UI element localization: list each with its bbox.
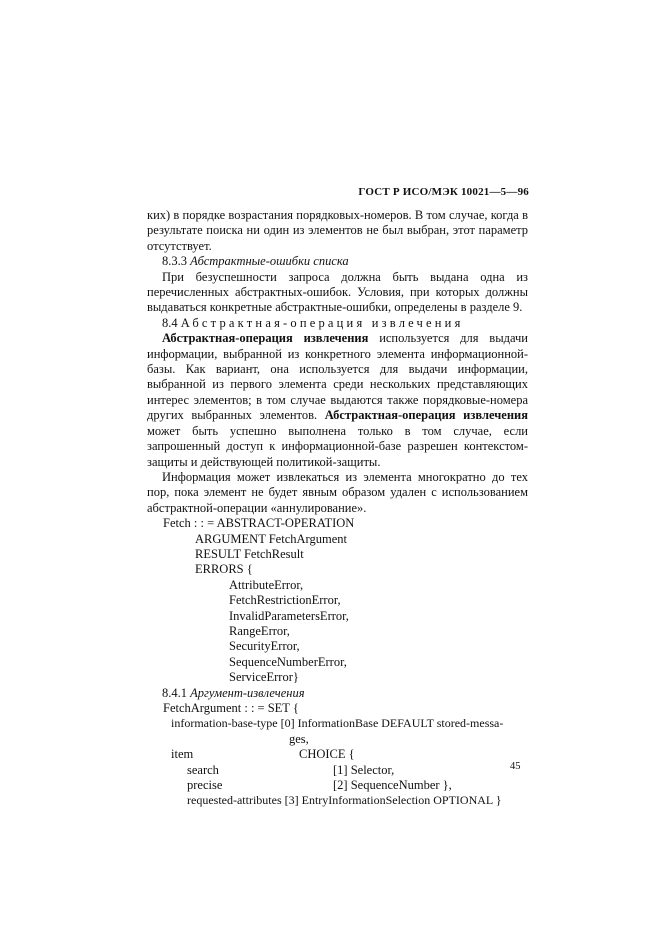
- paragraph-repeat-fetch: Информация может извлекаться из элемента многократно до тех пор, пока элемент не будет явным образом удален с использованием абстрактной-операции «аннулирование».: [147, 469, 528, 515]
- error-item: ServiceError}: [229, 670, 299, 685]
- section-heading-8-4-1: [147, 686, 528, 701]
- code-line: [147, 778, 528, 793]
- code-line: information-base-type [0] InformationBase DEFAULT stored-messa-: [171, 716, 504, 731]
- code-line: Fetch : : = ABSTRACT-OPERATION: [163, 516, 355, 531]
- field-value: [1] Selector,: [333, 762, 395, 777]
- page-number: 45: [510, 761, 521, 772]
- error-item: AttributeError,: [229, 577, 304, 592]
- code-line: FetchArgument : : = SET {: [163, 701, 299, 715]
- code-line: [147, 747, 528, 762]
- term-bold: Абстрактная-операция извлечения: [162, 331, 369, 346]
- section-title: Аргумент-извлечения: [190, 685, 305, 700]
- field-value: CHOICE {: [299, 747, 355, 762]
- code-line: ARGUMENT FetchArgument: [195, 531, 347, 546]
- running-header: ГОСТ Р ИСО/МЭК 10021—5—96: [358, 186, 529, 198]
- code-line: [147, 763, 528, 778]
- field-value: [2] SequenceNumber },: [333, 778, 452, 793]
- fetch-operation-definition: [147, 516, 528, 685]
- section-number: 8.4.1: [162, 685, 191, 700]
- error-item: RangeError,: [229, 623, 290, 638]
- error-item: SecurityError,: [229, 639, 300, 654]
- paragraph-text: используется для выдачи информации, выбранной из конкретного элемента информационной-базы. Как вариант, она используется для выдачи информации, выбранной из первого элемента среди нескольких представляющих интерес элементов; в том случае выдаются также порядковые-номера других выбранных элементов.: [147, 331, 528, 423]
- field-label: precise: [187, 778, 223, 793]
- section-title: Абстрактная-операция извлечения: [180, 315, 464, 330]
- field-label: search: [187, 762, 219, 777]
- error-item: FetchRestrictionError,: [229, 593, 341, 608]
- section-number: 8.3.3: [162, 254, 191, 269]
- code-line: ERRORS {: [195, 562, 253, 577]
- fetch-argument-definition: [147, 701, 528, 809]
- paragraph-errors: При безуспешности запроса должна быть выдана одна из перечисленных абстрактных-ошибок. Условия, при которых должны выдаваться конкретные абстрактные-ошибки, определены в разделе 9.: [147, 269, 528, 315]
- section-heading-8-3-3: [147, 254, 528, 269]
- code-line: RESULT FetchResult: [195, 546, 304, 561]
- field-label: item: [171, 747, 194, 762]
- section-title: Абстрактные-ошибки списка: [190, 254, 349, 269]
- paragraph-continuation: ких) в порядке возрастания порядковых-номеров. В том случае, когда в результате поиска ни один из элементов не был выбран, этот параметр отсутствует.: [147, 208, 528, 253]
- page-body: [147, 208, 528, 809]
- error-item: InvalidParametersError,: [229, 608, 349, 623]
- error-item: SequenceNumberError,: [229, 654, 347, 669]
- section-heading-8-4: [147, 316, 528, 331]
- paragraph-text: может быть успешно выполнена только в том случае, если запрошенный доступ к информационной-базе разрешен контекстом-защиты и действующей политикой-защиты.: [147, 423, 528, 469]
- section-number: 8.4: [162, 315, 181, 330]
- term-bold: Абстрактная-операция извлечения: [324, 408, 528, 423]
- paragraph-fetch-description: [147, 331, 528, 470]
- code-line: requested-attributes [3] EntryInformationSelection OPTIONAL }: [187, 793, 502, 808]
- code-line: ges,: [289, 731, 309, 746]
